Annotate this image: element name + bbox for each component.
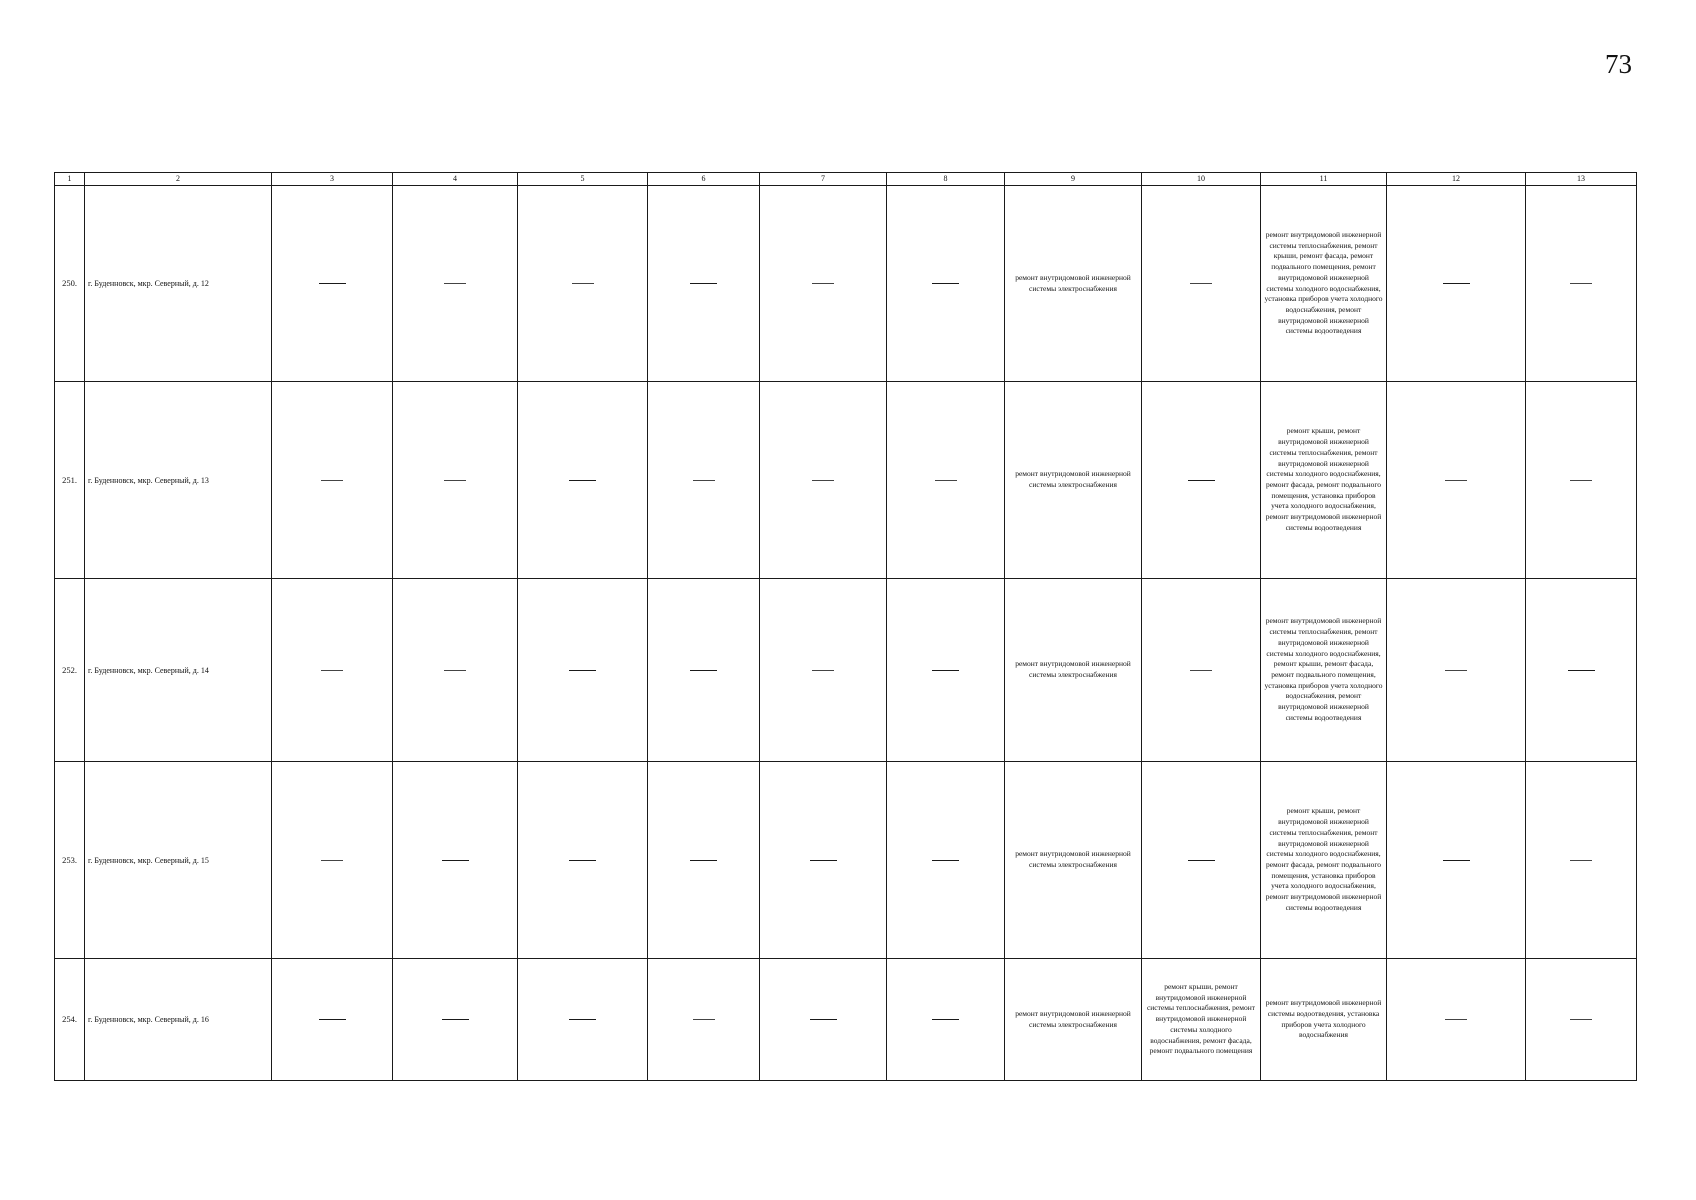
dash-mark bbox=[690, 860, 717, 861]
header-col-9: 9 bbox=[1005, 173, 1142, 186]
cell-col-5 bbox=[518, 959, 648, 1081]
cell-col-6 bbox=[648, 186, 760, 382]
cell-col-5 bbox=[518, 382, 648, 579]
dash-mark bbox=[810, 1019, 837, 1020]
table-row bbox=[55, 762, 1637, 959]
row-address: г. Буденновск, мкр. Северный, д. 14 bbox=[85, 579, 272, 762]
cell-col-6 bbox=[648, 579, 760, 762]
cell-col-9: ремонт внутридомовой инженерной системы электроснабжения bbox=[1005, 579, 1142, 762]
cell-col-12 bbox=[1387, 579, 1526, 762]
cell-col-12 bbox=[1387, 382, 1526, 579]
cell-col-8 bbox=[887, 382, 1005, 579]
header-col-1: 1 bbox=[55, 173, 85, 186]
dash-mark bbox=[1570, 860, 1592, 861]
dash-mark bbox=[1570, 480, 1592, 481]
cell-col-13 bbox=[1526, 762, 1637, 959]
row-number: 251. bbox=[55, 382, 85, 579]
cell-col-7 bbox=[760, 382, 887, 579]
dash-mark bbox=[569, 480, 596, 481]
cell-col-7 bbox=[760, 186, 887, 382]
dash-mark bbox=[1443, 283, 1470, 284]
cell-col-4 bbox=[393, 762, 518, 959]
dash-mark bbox=[1188, 860, 1215, 861]
cell-col-11: ремонт внутридомовой инженерной системы теплоснабжения, ремонт крыши, ремонт фасада, ремонт подвального помещения, ремонт внутридомовой инженерной системы холодного водоснабжения, установка приборов учета холодного водоснабжения, ремонт внутридомовой инженерной системы водоотведения bbox=[1261, 186, 1387, 382]
cell-col-13 bbox=[1526, 186, 1637, 382]
cell-col-9: ремонт внутридомовой инженерной системы электроснабжения bbox=[1005, 382, 1142, 579]
dash-mark bbox=[810, 860, 837, 861]
cell-col-8 bbox=[887, 579, 1005, 762]
registry-table bbox=[54, 172, 1637, 1081]
row-address: г. Буденновск, мкр. Северный, д. 13 bbox=[85, 382, 272, 579]
dash-mark bbox=[1445, 1019, 1467, 1020]
cell-col-9: ремонт внутридомовой инженерной системы электроснабжения bbox=[1005, 762, 1142, 959]
cell-col-11: ремонт крыши, ремонт внутридомовой инженерной системы теплоснабжения, ремонт внутридомовой инженерной системы холодного водоснабжения, ремонт фасада, ремонт подвального помещения, установка приборов учета холодного водоснабжения, ремонт внутридомовой инженерной системы водоотведения bbox=[1261, 382, 1387, 579]
header-col-2: 2 bbox=[85, 173, 272, 186]
cell-col-7 bbox=[760, 762, 887, 959]
row-number: 250. bbox=[55, 186, 85, 382]
cell-col-13 bbox=[1526, 382, 1637, 579]
cell-col-12 bbox=[1387, 959, 1526, 1081]
header-col-12: 12 bbox=[1387, 173, 1526, 186]
cell-col-7 bbox=[760, 579, 887, 762]
dash-mark bbox=[812, 480, 834, 481]
cell-col-3 bbox=[272, 382, 393, 579]
dash-mark bbox=[321, 670, 343, 671]
cell-col-10 bbox=[1142, 579, 1261, 762]
header-col-5: 5 bbox=[518, 173, 648, 186]
cell-col-4 bbox=[393, 579, 518, 762]
cell-col-6 bbox=[648, 762, 760, 959]
row-number: 254. bbox=[55, 959, 85, 1081]
dash-mark bbox=[442, 1019, 469, 1020]
header-col-4: 4 bbox=[393, 173, 518, 186]
dash-mark bbox=[693, 1019, 715, 1020]
header-col-8: 8 bbox=[887, 173, 1005, 186]
cell-col-8 bbox=[887, 186, 1005, 382]
dash-mark bbox=[1445, 670, 1467, 671]
cell-col-4 bbox=[393, 186, 518, 382]
cell-col-3 bbox=[272, 186, 393, 382]
dash-mark bbox=[1188, 480, 1215, 481]
row-address: г. Буденновск, мкр. Северный, д. 16 bbox=[85, 959, 272, 1081]
dash-mark bbox=[812, 670, 834, 671]
header-col-7: 7 bbox=[760, 173, 887, 186]
dash-mark bbox=[932, 670, 959, 671]
cell-col-13 bbox=[1526, 959, 1637, 1081]
dash-mark bbox=[1570, 1019, 1592, 1020]
dash-mark bbox=[321, 480, 343, 481]
header-col-11: 11 bbox=[1261, 173, 1387, 186]
cell-col-10 bbox=[1142, 762, 1261, 959]
cell-col-4 bbox=[393, 959, 518, 1081]
cell-col-3 bbox=[272, 959, 393, 1081]
cell-col-9: ремонт внутридомовой инженерной системы электроснабжения bbox=[1005, 959, 1142, 1081]
table-row bbox=[55, 579, 1637, 762]
dash-mark bbox=[932, 283, 959, 284]
table-row bbox=[55, 959, 1637, 1081]
dash-mark bbox=[569, 1019, 596, 1020]
cell-col-12 bbox=[1387, 186, 1526, 382]
dash-mark bbox=[569, 670, 596, 671]
table-row bbox=[55, 186, 1637, 382]
dash-mark bbox=[442, 860, 469, 861]
dash-mark bbox=[1190, 670, 1212, 671]
cell-col-11: ремонт внутридомовой инженерной системы водоотведения, установка приборов учета холодного водоснабжения bbox=[1261, 959, 1387, 1081]
cell-col-13 bbox=[1526, 579, 1637, 762]
dash-mark bbox=[572, 283, 594, 284]
dash-mark bbox=[1190, 283, 1212, 284]
dash-mark bbox=[319, 283, 346, 284]
cell-col-5 bbox=[518, 762, 648, 959]
cell-col-9: ремонт внутридомовой инженерной системы электроснабжения bbox=[1005, 186, 1142, 382]
dash-mark bbox=[932, 860, 959, 861]
dash-mark bbox=[1570, 283, 1592, 284]
cell-col-4 bbox=[393, 382, 518, 579]
row-address: г. Буденновск, мкр. Северный, д. 15 bbox=[85, 762, 272, 959]
cell-col-3 bbox=[272, 579, 393, 762]
cell-col-5 bbox=[518, 579, 648, 762]
header-col-13: 13 bbox=[1526, 173, 1637, 186]
dash-mark bbox=[321, 860, 343, 861]
dash-mark bbox=[935, 480, 957, 481]
table-row bbox=[55, 382, 1637, 579]
dash-mark bbox=[444, 670, 466, 671]
header-col-6: 6 bbox=[648, 173, 760, 186]
page-number: 73 bbox=[1605, 49, 1632, 79]
header-col-10: 10 bbox=[1142, 173, 1261, 186]
cell-col-5 bbox=[518, 186, 648, 382]
row-address: г. Буденновск, мкр. Северный, д. 12 bbox=[85, 186, 272, 382]
dash-mark bbox=[444, 480, 466, 481]
dash-mark bbox=[690, 283, 717, 284]
cell-col-11: ремонт крыши, ремонт внутридомовой инженерной системы теплоснабжения, ремонт внутридомовой инженерной системы холодного водоснабжения, ремонт фасада, ремонт подвального помещения, установка приборов учета холодного водоснабжения, ремонт внутридомовой инженерной системы водоотведения bbox=[1261, 762, 1387, 959]
dash-mark bbox=[812, 283, 834, 284]
row-number: 252. bbox=[55, 579, 85, 762]
dash-mark bbox=[444, 283, 466, 284]
dash-mark bbox=[569, 860, 596, 861]
row-number: 253. bbox=[55, 762, 85, 959]
cell-col-12 bbox=[1387, 762, 1526, 959]
header-col-3: 3 bbox=[272, 173, 393, 186]
dash-mark bbox=[1568, 670, 1595, 671]
dash-mark bbox=[693, 480, 715, 481]
cell-col-11: ремонт внутридомовой инженерной системы теплоснабжения, ремонт внутридомовой инженерной системы холодного водоснабжения, ремонт крыши, ремонт фасада, ремонт подвального помещения, установка приборов учета холодного водоснабжения, ремонт внутридомовой инженерной системы водоотведения bbox=[1261, 579, 1387, 762]
cell-col-3 bbox=[272, 762, 393, 959]
cell-col-10 bbox=[1142, 186, 1261, 382]
header-row bbox=[55, 173, 1637, 186]
dash-mark bbox=[319, 1019, 346, 1020]
cell-col-6 bbox=[648, 959, 760, 1081]
cell-col-8 bbox=[887, 959, 1005, 1081]
cell-col-6 bbox=[648, 382, 760, 579]
dash-mark bbox=[932, 1019, 959, 1020]
cell-col-10 bbox=[1142, 382, 1261, 579]
dash-mark bbox=[1445, 480, 1467, 481]
cell-col-8 bbox=[887, 762, 1005, 959]
dash-mark bbox=[1443, 860, 1470, 861]
cell-col-7 bbox=[760, 959, 887, 1081]
dash-mark bbox=[690, 670, 717, 671]
cell-col-10: ремонт крыши, ремонт внутридомовой инженерной системы теплоснабжения, ремонт внутридомовой инженерной системы холодного водоснабжения, ремонт фасада, ремонт подвального помещения bbox=[1142, 959, 1261, 1081]
